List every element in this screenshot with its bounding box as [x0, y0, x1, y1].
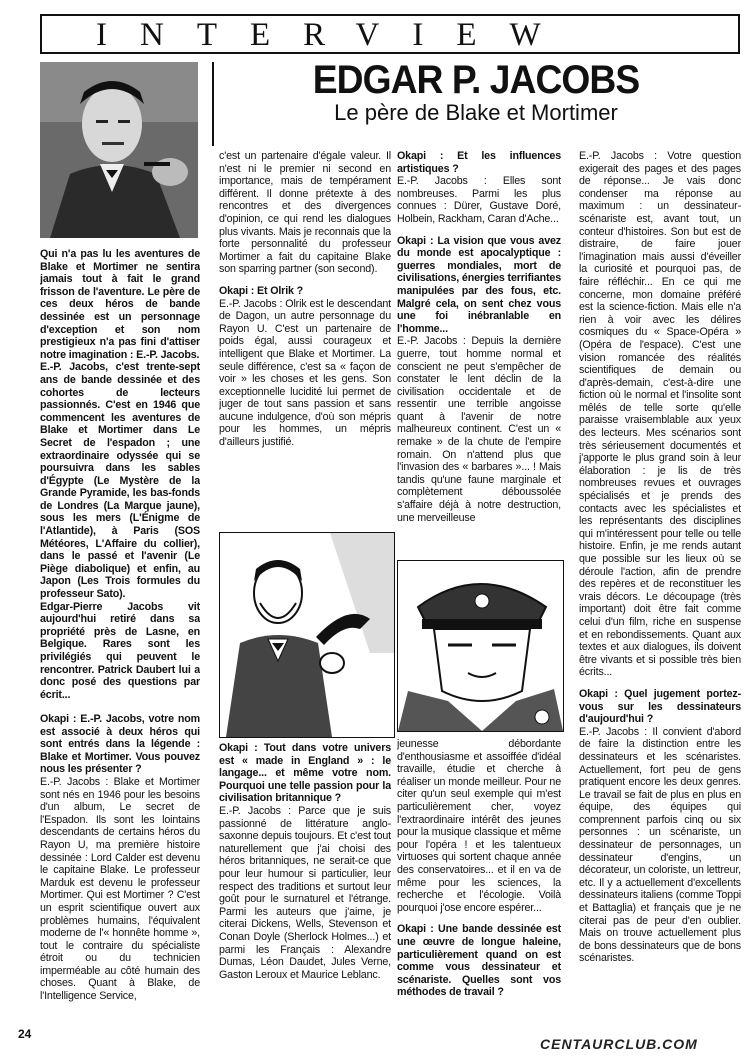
- paragraph: Okapi : Et les influences artistiques ?: [397, 150, 561, 175]
- paragraph: E.-P. Jacobs : Votre question exigerait des pages et des pages de réponse... Je vais donc condenser ma réponse au maximum : un dessinateur-scénariste est, avant tout, un conteur d'histoires. Son but est de distraire, de faire jouer l'imagination mais aussi d'éveiller la curiosité et pourquoi pas, de faire réfléchir... En ce qui me concerne, mon domaine préféré est la science-fiction. Mais elle n'a rien à voir avec les délires cosmiques du « Space-Opéra » (Opéra de l'espace). C'est une vision romancée des réalités scientifiques de demain ou d'après-demain, c'est-à-dire une fiction où le normal et l'insolite sont mêlés de telle sorte qu'elle paraisse vraisemblable aux yeux des lecteurs. Mes scénarios sont très sérieusement documentés et j'apporte le plus grand soin à leur élaboration : je lis de très nombreuses revues et ouvrages spécialisés et je prends des contacts avec les spécialistes et les représentants des disciplines qui m'intéressent pour telle ou telle histoire. Enfin, je me rends autant que possible sur les lieux où se déroule l'action, afin de prendre des repères et de reconstituer les vrais décors. Le découpage (très important) doit être fait comme celui d'un film, riche en suspense et en rebondissements. Quant aux textes et aux dialogues, ils doivent être vivants et si possible très bien écrits...: [579, 150, 741, 679]
- page-number: 24: [18, 1027, 32, 1041]
- column-2-bottom: [219, 742, 391, 1042]
- section-banner: INTERVIEW: [40, 14, 740, 54]
- paragraph: Okapi : Et Olrik ?: [219, 284, 304, 297]
- column-1-intro: [40, 248, 200, 703]
- paragraph: E.-P. Jacobs : Il convient d'abord de faire la distinction entre les dessinateurs et les scénaristes. Actuellement, fort peu de gens pratiquent encore les deux genres. Le travail se fait de plus en plus en équipe, des équipes qui comprennent parfois cinq ou six personnes : un scénariste, un dessinateur de personnages, un dessinateur d'engins, un décorateur, un coloriste, un lettreur, etc. Il y a actuellement d'excellents dessinateurs italiens (comme Toppi et Battaglia) et français que je ne citerai pas de peur d'en oublier. Mais on trouve actuellement plus de bons dessinateurs que de bons scénaristes.: [579, 725, 741, 965]
- paragraph: Okapi : Une bande dessinée est une œuvre de longue haleine, particulièrement quand on est comme vous dessinateur et scénariste. Quelles sont vos méthodes de travail ?: [397, 923, 561, 999]
- column-3-top: [397, 150, 561, 557]
- paragraph: Okapi : Quel jugement portez-vous sur les dessinateurs d'aujourd'hui ?: [579, 687, 741, 726]
- column-3-bottom: [397, 738, 561, 1034]
- paragraph: c'est un partenaire d'égale valeur. Il n'est ni le premier ni second en importance, mais de tempérament différent. Il donne prétexte à des rencontres et des divergences d'opinion, ce qui rend les dialogues plus vivants. Mais je reconnais que la forte personnalité du professeur Mortimer a fait du capitaine Blake son sparring partner (son second).: [219, 150, 391, 276]
- column-1-interview: [40, 704, 200, 1044]
- paragraph: jeunesse débordante d'enthousiasme et assoiffée d'idéal travaille, étudie et cherche à réaliser un monde meilleur. Pour ne citer qu'un seul exemple qui m'est particulièrement cher, voyez l'extraordinaire intérêt des jeunes pour la musique classique et même pour l'opéra ! et les talentueux virtuoses qui sortent chaque année des conservatoires... et il en va de même pour les sciences, la recherche et l'écologie. Voilà pourquoi j'ose encore espérer...: [397, 738, 561, 914]
- paragraph: E.-P. Jacobs : Elles sont nombreuses. Parmi les plus connues : Dürer, Gustave Doré, Holbein, Rackham, Caran d'Ache...: [397, 175, 561, 225]
- site-watermark: CENTAURCLUB.COM: [540, 1036, 698, 1052]
- article-title: EDGAR P. JACOBS: [312, 58, 640, 102]
- author-photo: [40, 62, 198, 238]
- paragraph: Okapi : La vision que vous avez du monde est apocalyptique : guerres mondiales, mort de civilisations, énergies terrifiantes manipulées par des fous, etc. Malgré cela, on sent chez vous une foi inébranlable en l'homme...: [397, 234, 561, 335]
- paragraph: Qui n'a pas lu les aventures de Blake et Mortimer ne sentira jamais tout à fait le grand frisson de l'aventure. Le père de ces deux héros de bande dessinée est un personnage d'exception et son nom prestigieux n'a pas fini d'attiser notre imagination : E.-P. Jacobs.: [40, 248, 200, 361]
- article-subtitle: Le père de Blake et Mortimer: [334, 100, 618, 125]
- paragraph: E.-P. Jacobs : Parce que je suis passionné de littérature anglo-saxonne depuis toujours. Et c'est tout naturellement que j'ai choisi des héros britanniques, ne serait-ce que pour leur humour si particulier, leur respect des traditions et surtout leur goût pour le surnaturel et l'étrange. Parmi les auteurs que j'aime, je citerai Dickens, Wells, Stevenson et Conan Doyle (Sherlock Holmes...) et parmi les Français : Alexandre Dumas, Léon Daudet, Jules Verne, Gaston Leroux et Maurice Leblanc.: [219, 804, 391, 981]
- paragraph: E.-P. Jacobs : Olrik est le descendant de Dagon, un autre personnage du Rayon U. C'est un partenaire de poids égal, aussi courageux et intelligent que Blake et Mortimer. La seule différence, c'est sa « façon de voir » les choses et les gens. Son exceptionnelle lucidité lui permet de juger de tout sans passion et sans aucune indulgence, d'où son mépris pour les hommes, un mépris d'ailleurs justifié.: [219, 297, 391, 449]
- paragraph: Edgar-Pierre Jacobs vit aujourd'hui retiré dans sa propriété près de Lasne, en Belgique. Rares sont les privilégiés qui peuvent le rencontrer. Patrick Daubert lui a donc posé des questions par écrit...: [40, 600, 200, 701]
- column-4: [579, 150, 741, 1030]
- paragraph: E.-P. Jacobs : Depuis la dernière guerre, tout homme normal et conscient ne peut s'empêcher de constater le lent déclin de la civilisation occidentale et de ressentir une terrible angoisse quant à l'avenir de notre malheureux continent. C'est un « remake » de la chute de l'empire romain. On n'attend plus que l'invasion des « barbares »... ! Mais tandis qu'une faune marginale et complètement déboussolée s'affaire déjà à notre destruction, une merveilleuse: [397, 335, 561, 524]
- paragraph: Okapi : Tout dans votre univers est « made in England » : le langage... et même votre nom. Pourquoi une telle passion pour la civilisation britannique ?: [219, 742, 391, 805]
- paragraph: E.-P. Jacobs : Blake et Mortimer sont nés en 1946 pour les besoins d'un album, Le secret de l'Espadon. Ils sont les lointains descendants de certains héros du Rayon U, ma première histoire dessinée : Lord Calder est devenu le capitaine Blake. Le professeur Marduk est devenu le professeur Mortimer. Qui est Mortimer ? C'est un esprit scientifique ouvert aux problèmes humains, l'équivalent moderne de l'« honnête homme », tout le contraire du spécialiste étroit ou du technicien imperméable au côté humain des choses. Quant à Blake, de l'Intelligence Service,: [40, 775, 200, 1003]
- paragraph: Okapi : E.-P. Jacobs, votre nom est associé à deux héros qui sont entrés dans la légende : Blake et Mortimer. Vous pouvez nous les présenter ?: [40, 713, 200, 776]
- illustration-olrik: [397, 560, 564, 732]
- paragraph: E.-P. Jacobs, c'est trente-sept ans de bande dessinée et des cohortes de lecteurs passionnés. C'est en 1946 que commencent les aventures de Blake et Mortimer dans Le Secret de l'espadon ; une extraordinaire odyssée qui se poursuivra dans les sables d'Égypte (Le Mystère de la Grande Pyramide, les bas-fonds de Londres (La Marque jaune), sous les mers (L'Énigme de l'Atlantide), à Paris (SOS Météores, L'Affaire du collier), dans le passé et l'avenir (Le Piège diabolique) et enfin, au Japon (Les Trois formules du professeur Sato).: [40, 361, 200, 601]
- illustration-blake: [219, 532, 395, 738]
- column-2-top: [219, 150, 391, 536]
